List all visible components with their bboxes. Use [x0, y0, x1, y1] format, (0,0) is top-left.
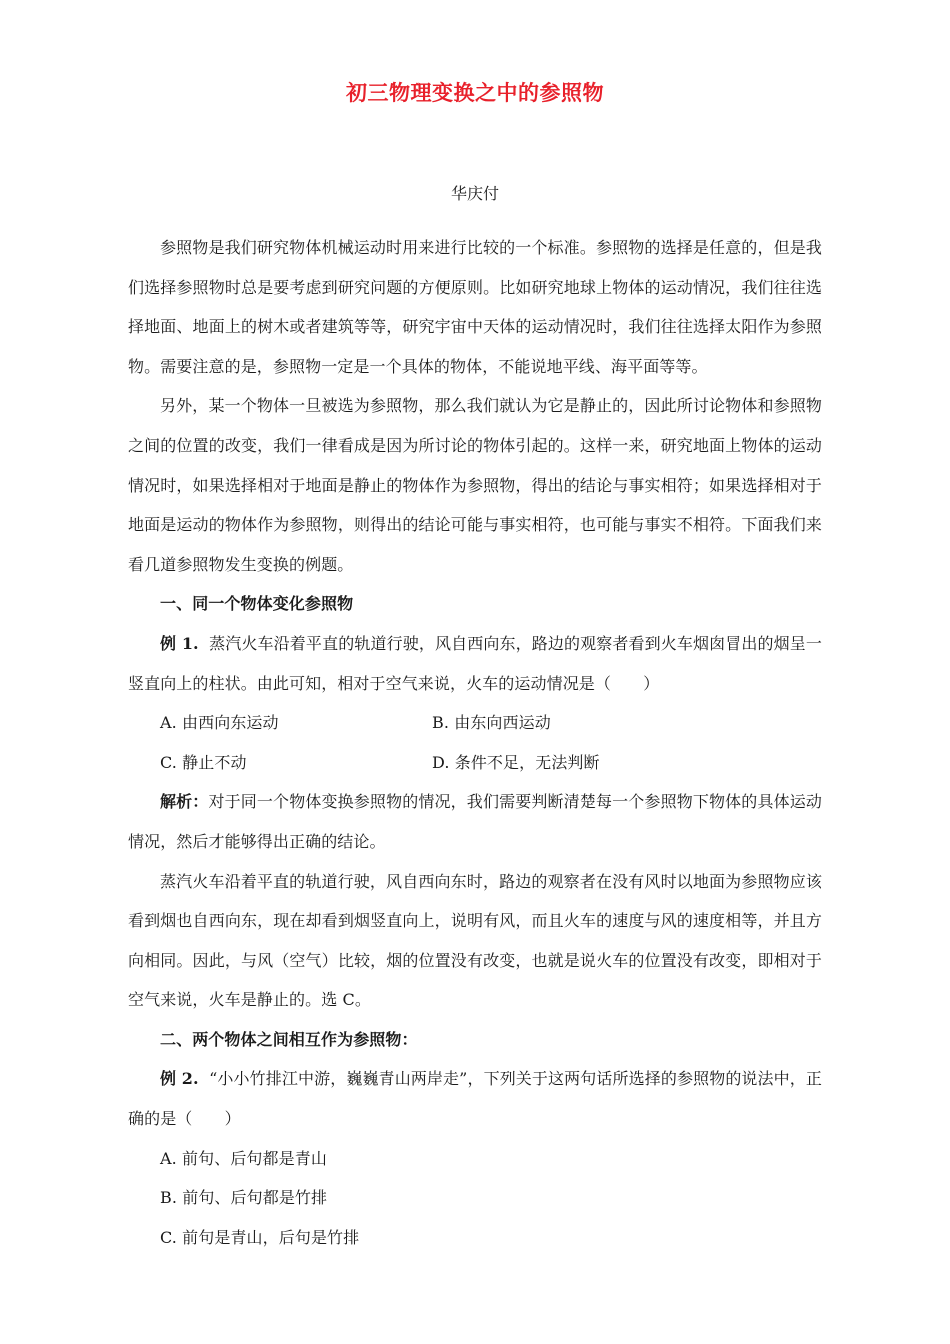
- example-text: 蒸汽火车沿着平直的轨道行驶，风自西向东，路边的观察者看到火车烟囱冒出的烟呈一竖直向上的柱状。由此可知，相对于空气来说，火车的运动情况是（ ）: [128, 633, 822, 693]
- option-b: B. 由东向西运动: [432, 713, 551, 733]
- example-question: [128, 624, 822, 703]
- intro-paragraph: 参照物是我们研究物体机械运动时用来进行比较的一个标准。参照物的选择是任意的，但是我们选择参照物时总是要考虑到研究问题的方便原则。比如研究地球上物体的运动情况，我们往往选择地面、地面上的树木或者建筑等等，研究宇宙中天体的运动情况时，我们往往选择太阳作为参照物。需要注意的是，参照物一定是一个具体的物体，不能说地平线、海平面等等。: [128, 238, 822, 376]
- section-heading: 二、两个物体之间相互作为参照物：: [160, 1029, 418, 1049]
- section-heading: 一、同一个物体变化参照物: [160, 594, 354, 614]
- option-d: D. 条件不足，无法判断: [432, 752, 600, 772]
- analysis-label: 解析：: [160, 792, 209, 812]
- option-row: [128, 703, 822, 743]
- option-row: [128, 743, 822, 783]
- option-a: A. 前句、后句都是青山: [160, 1148, 327, 1168]
- example-label: 例 2.: [160, 1069, 199, 1089]
- option-c: C. 前句是青山，后句是竹排: [160, 1227, 360, 1247]
- example-label: 例 1.: [160, 633, 199, 653]
- example-text: “小小竹排江中游，巍巍青山两岸走”，下列关于这两句话所选择的参照物的说法中，正确的是（ ）: [128, 1069, 822, 1129]
- analysis-paragraph: 蒸汽火车沿着平直的轨道行驶，风自西向东时，路边的观察者在没有风时以地面为参照物应该看到烟也自西向东，现在却看到烟竖直向上，说明有风，而且火车的速度与风的速度相等，并且方向相同。因此，与风（空气）比较，烟的位置没有改变，也就是说火车的位置没有改变，即相对于空气来说，火车是静止的。选 C。: [128, 871, 822, 1010]
- document-title: 初三物理变换之中的参照物: [346, 80, 604, 105]
- example-question: [128, 1059, 822, 1138]
- option-c: C. 静止不动: [160, 752, 247, 772]
- author-name: 华庆付: [450, 184, 499, 203]
- analysis-intro: [128, 782, 822, 861]
- analysis-text: 对于同一个物体变换参照物的情况，我们需要判断清楚每一个参照物下物体的具体运动情况，然后才能够得出正确的结论。: [128, 792, 822, 851]
- document-body: [128, 228, 822, 1257]
- option-a: A. 由西向东运动: [160, 713, 279, 733]
- option-b: B. 前句、后句都是竹排: [160, 1188, 328, 1208]
- intro-paragraph: 另外，某一个物体一旦被选为参照物，那么我们就认为它是静止的，因此所讨论物体和参照物之间的位置的改变，我们一律看成是因为所讨论的物体引起的。这样一来，研究地面上物体的运动情况时，如果选择相对于地面是静止的物体作为参照物，得出的结论与事实相符；如果选择相对于地面是运动的物体作为参照物，则得出的结论可能与事实相符，也可能与事实不相符。下面我们来看几道参照物发生变换的例题。: [128, 396, 822, 574]
